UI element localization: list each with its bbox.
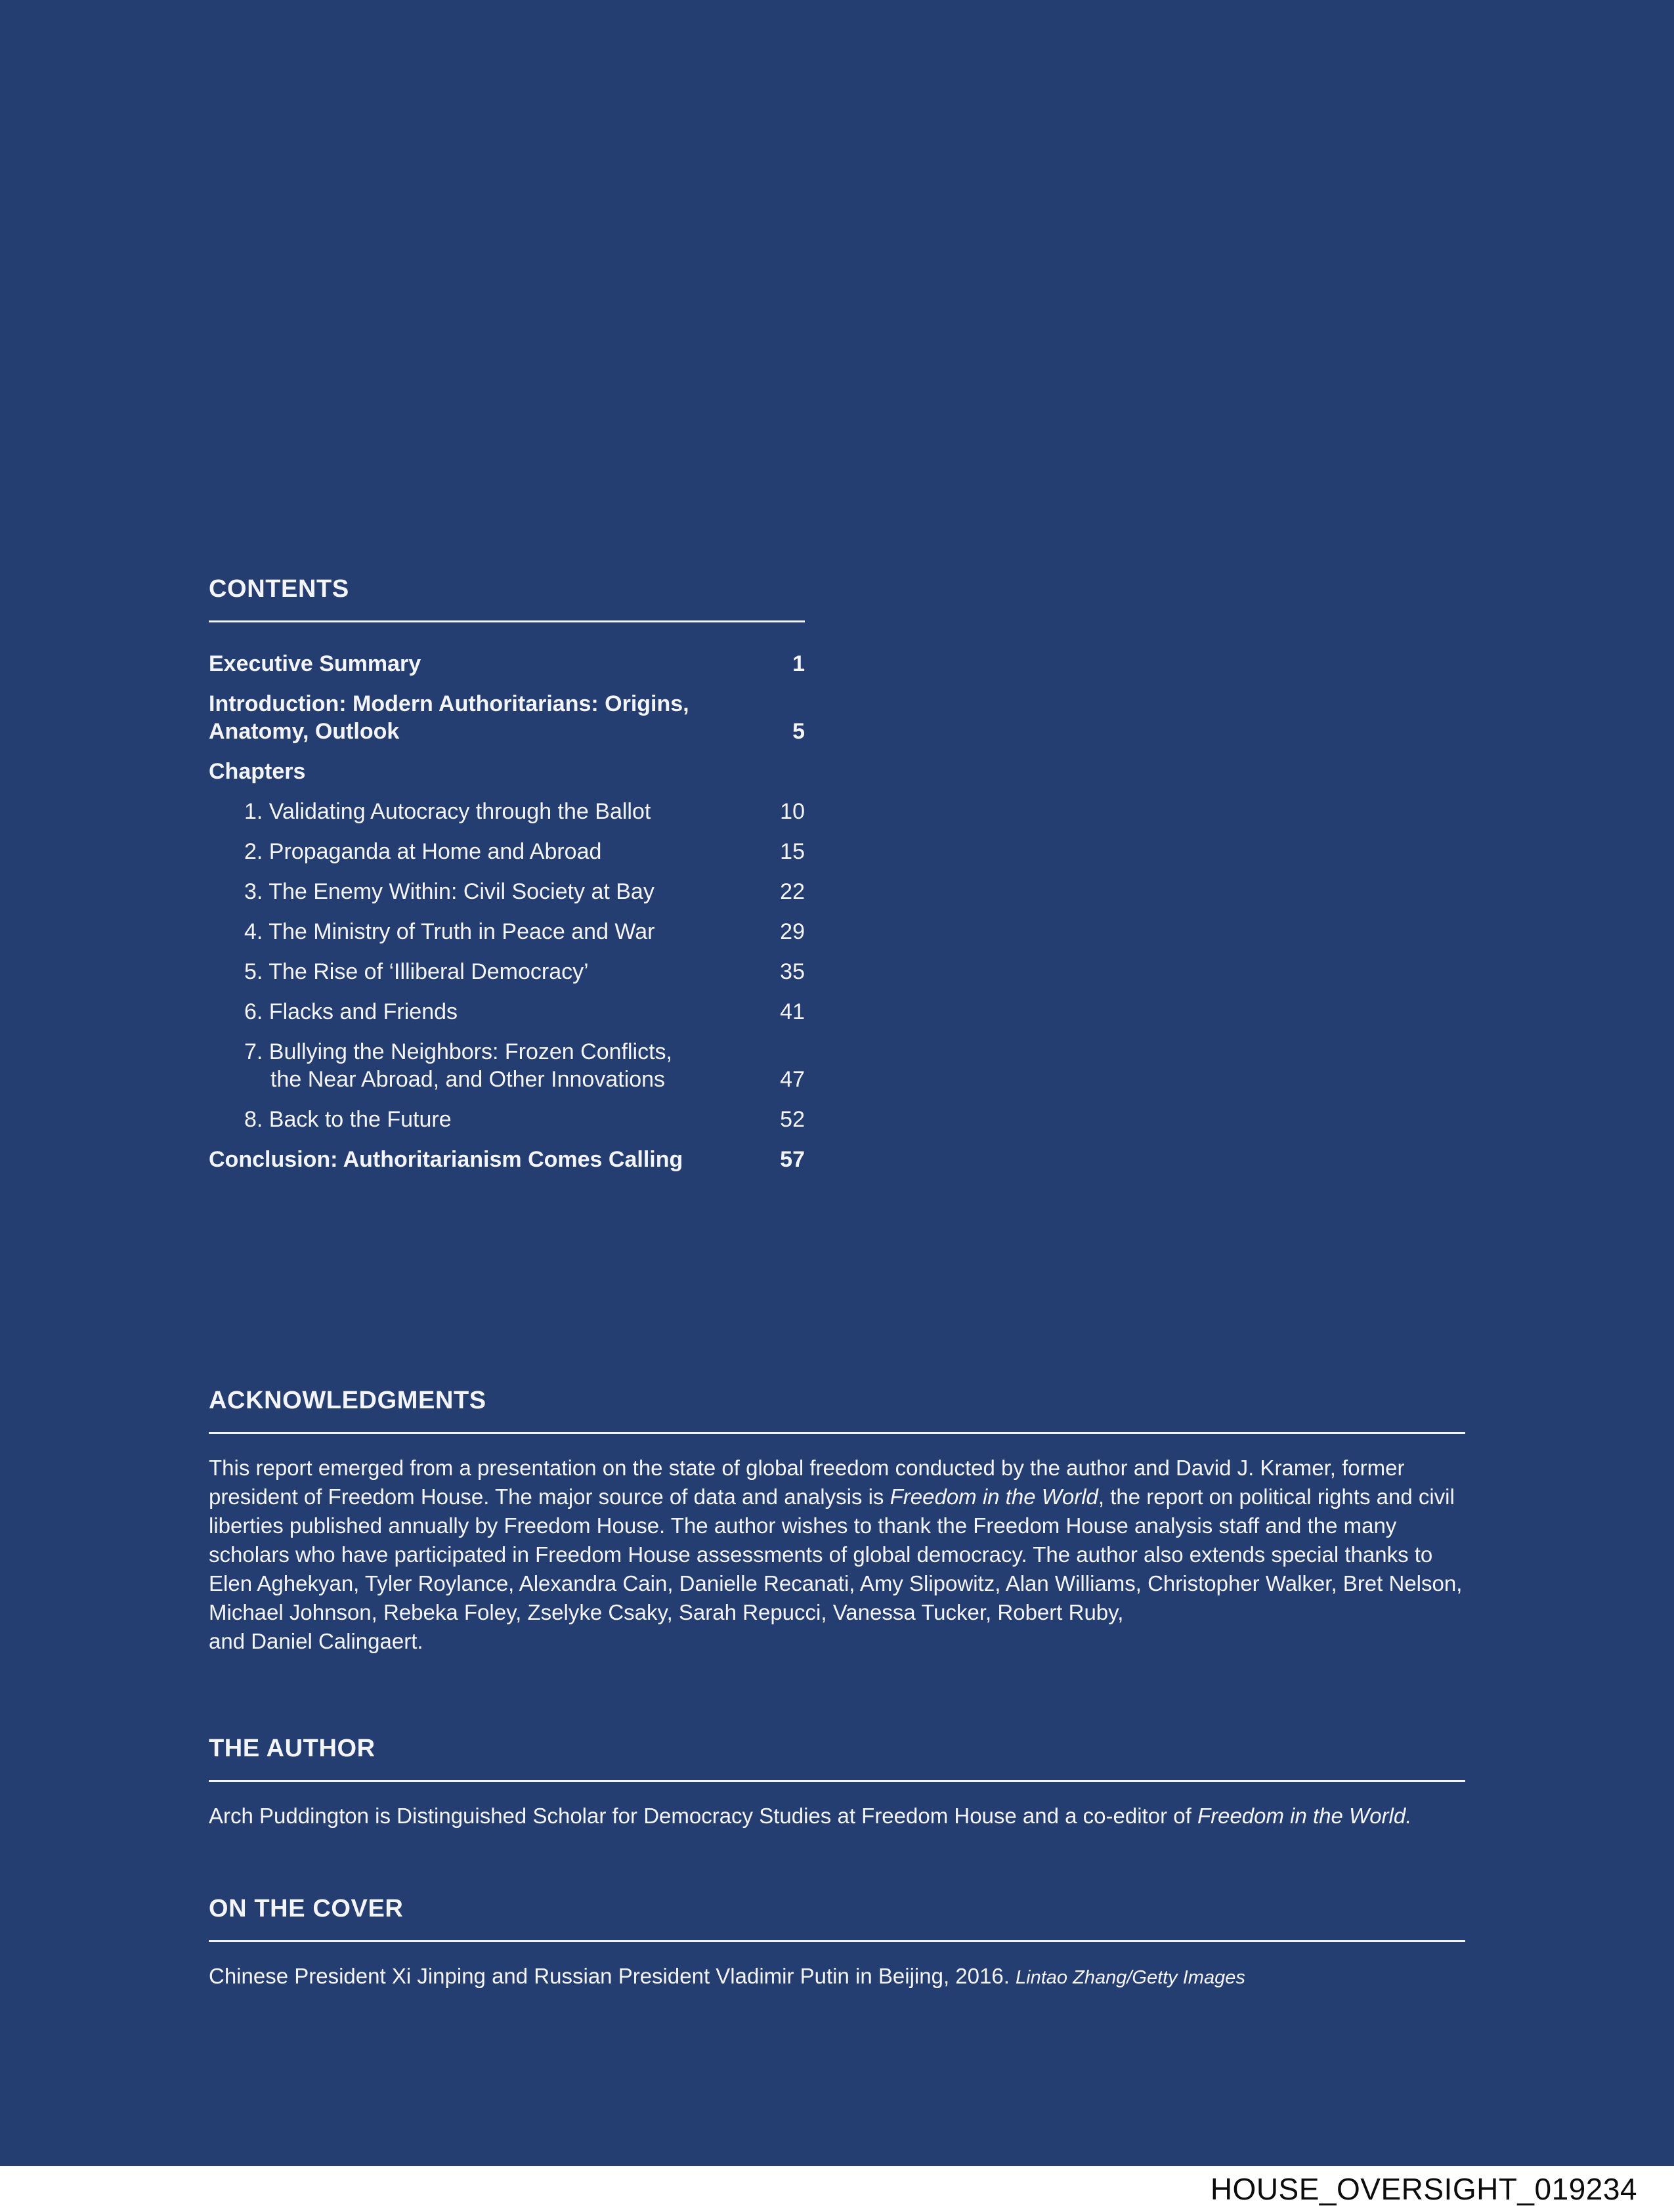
toc-page-number: 41: [780, 999, 805, 1024]
author-title: THE AUTHOR: [209, 1735, 376, 1762]
toc-page-number: 22: [780, 879, 805, 904]
toc-row-chapter-2: [209, 838, 805, 865]
toc-label: Chapters: [209, 759, 306, 784]
author-text: Arch Puddington is Distinguished Scholar for Democracy Studies at Freedom House and a co-editor of: [209, 1804, 1197, 1828]
toc-page-number: 10: [780, 799, 805, 824]
toc-row-introduction: [209, 690, 805, 745]
toc-row-chapter-3: [209, 878, 805, 905]
acknowledgments-text: , the report on political rights and civil liberties published annually by Freedom House. The author wishes to thank the Freedom House analysis staff and the many scholars who have participated in Freedom House assessments of global democracy. The author also extends special thanks to Elen Aghekyan, Tyler Roylance, Alexandra Cain, Danielle Recanati, Amy Slipowitz, Alan Williams, Christopher Walker, Bret Nelson, Michael Johnson, Rebeka Foley, Zselyke Csaky, Sarah Repucci, Vanessa Tucker, Robert Ruby,: [209, 1485, 1463, 1624]
toc-page-number: 47: [780, 1067, 805, 1092]
cover-paragraph: [209, 1962, 1465, 1992]
toc-label: 8. Back to the Future: [244, 1107, 452, 1132]
acknowledgments-section: [209, 1387, 1465, 1656]
toc-label: 3. The Enemy Within: Civil Society at Bay: [244, 879, 655, 904]
author-section: [209, 1735, 1465, 1831]
toc-page-number: 29: [780, 919, 805, 944]
author-paragraph: [209, 1802, 1465, 1831]
toc-page-number: 15: [780, 839, 805, 864]
toc-row-chapter-6: [209, 998, 805, 1026]
acknowledgments-divider: [209, 1432, 1465, 1434]
acknowledgments-title: ACKNOWLEDGMENTS: [209, 1387, 486, 1414]
toc-row-chapter-8: [209, 1106, 805, 1133]
cover-divider: [209, 1940, 1465, 1942]
toc-label-line1: 7. Bullying the Neighbors: Frozen Conflicts,: [244, 1039, 672, 1064]
author-divider: [209, 1780, 1465, 1782]
toc-label: Conclusion: Authoritarianism Comes Calling: [209, 1147, 683, 1172]
acknowledgments-text: and Daniel Calingaert.: [209, 1629, 423, 1653]
acknowledgments-italic-title: Freedom in the World: [890, 1485, 1098, 1509]
toc-page-number: 52: [780, 1107, 805, 1132]
toc-label: 6. Flacks and Friends: [244, 999, 458, 1024]
cover-section: [209, 1895, 1465, 1992]
toc-row-chapters-heading: [209, 758, 805, 785]
toc-row-executive-summary: [209, 650, 805, 678]
acknowledgments-paragraph: [209, 1454, 1465, 1656]
toc-label-line1: Introduction: Modern Authoritarians: Origins,: [209, 691, 689, 716]
footer-strip: [0, 2166, 1674, 2212]
toc-row-chapter-4: [209, 918, 805, 945]
toc-label: 4. The Ministry of Truth in Peace and War: [244, 919, 655, 944]
toc-label: 1. Validating Autocracy through the Ballot: [244, 799, 651, 824]
contents-title: CONTENTS: [209, 575, 349, 603]
acknowledgments-text: This report emerged from a presentation on the state of global freedom conducted by the author and David J. Kramer, former president of Freedom House. The major source of data and analysis is: [209, 1456, 1405, 1509]
toc-row-chapter-7: [209, 1038, 805, 1093]
table-of-contents: [209, 650, 805, 1173]
toc-label: [209, 690, 777, 745]
toc-label-line2: Anatomy, Outlook: [209, 719, 400, 744]
toc-row-conclusion: [209, 1146, 805, 1173]
contents-section: [209, 575, 805, 1186]
toc-page-number: 1: [792, 651, 805, 676]
cover-photo-credit: Lintao Zhang/Getty Images: [1016, 1967, 1245, 1988]
toc-page-number: 57: [780, 1147, 805, 1172]
toc-label: 2. Propaganda at Home and Abroad: [244, 839, 602, 864]
toc-page-number: 35: [780, 959, 805, 984]
toc-row-chapter-5: [209, 958, 805, 986]
toc-label: [209, 1038, 764, 1093]
bates-stamp: HOUSE_OVERSIGHT_019234: [1210, 2172, 1637, 2206]
toc-label-line2: the Near Abroad, and Other Innovations: [270, 1067, 666, 1092]
toc-page-number: 5: [792, 719, 805, 744]
contents-divider: [209, 620, 805, 622]
toc-label: 5. The Rise of ‘Illiberal Democracy’: [244, 959, 589, 984]
toc-label: Executive Summary: [209, 651, 421, 676]
author-italic-title: Freedom in the World.: [1197, 1804, 1412, 1828]
cover-title: ON THE COVER: [209, 1895, 404, 1922]
cover-text: Chinese President Xi Jinping and Russian President Vladimir Putin in Beijing, 2016.: [209, 1964, 1016, 1988]
toc-row-chapter-1: [209, 798, 805, 825]
